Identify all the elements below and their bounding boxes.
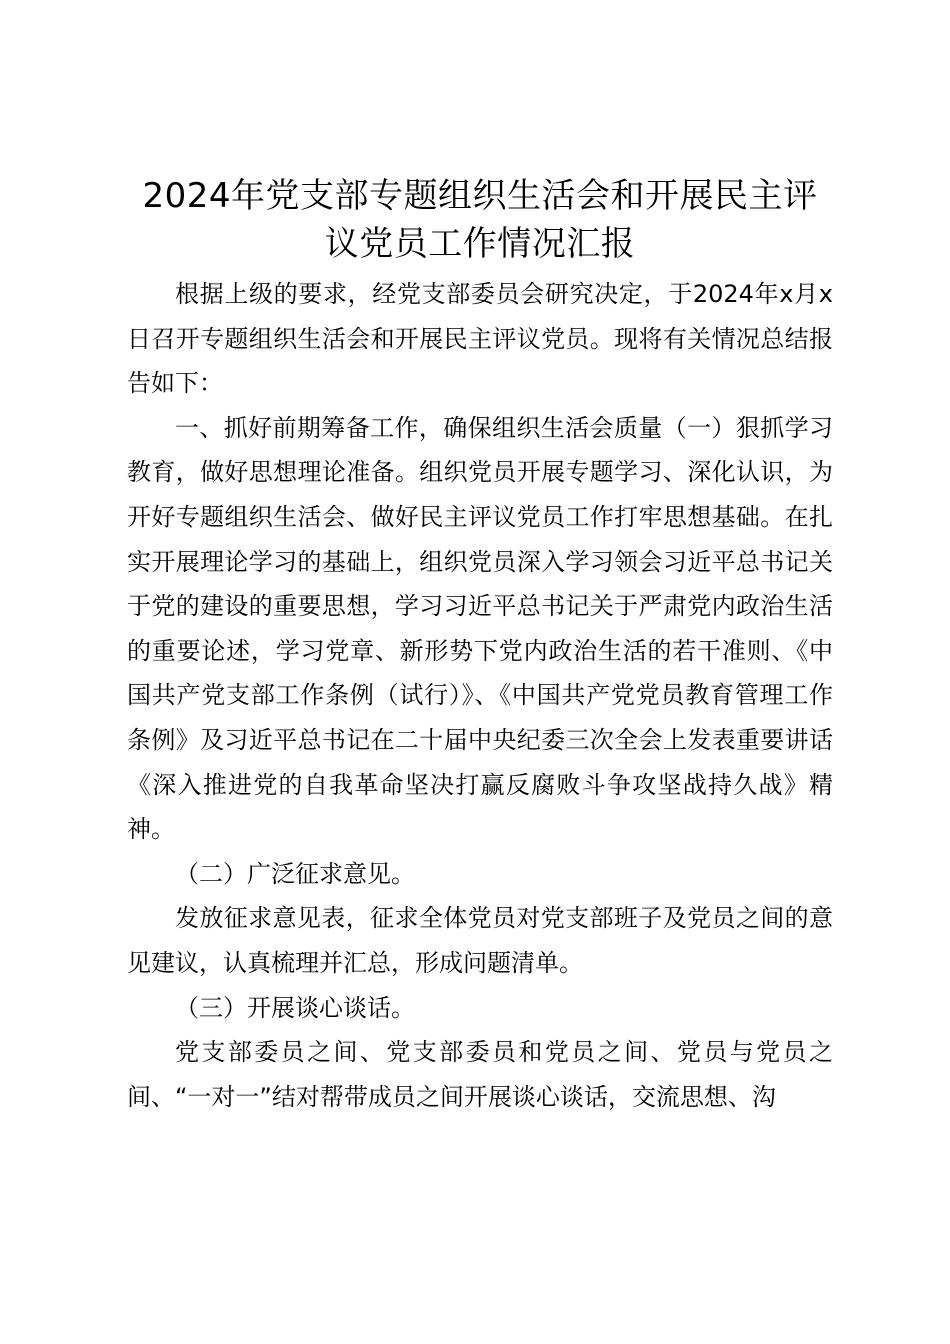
paragraph-section-three: 党支部委员之间、党支部委员和党员之间、党员与党员之间、“一对一”结对帮带成员之间开展谈心谈话，交流思想、沟 xyxy=(127,1038,833,1111)
paragraph-section-two: 发放征求意见表，征求全体党员对党支部班子及党员之间的意见建议，认真梳理并汇总，形成问题清单。 xyxy=(127,904,833,977)
paragraph-section-one: 一、抓好前期筹备工作，确保组织生活会质量（一）狠抓学习教育，做好思想理论准备。组织党员开展专题学习、深化认识，为开好专题组织生活会、做好民主评议党员工作打牢思想基础。在扎实开展理论学习的基础上，组织党员深入学习领会习近平总书记关于党的建设的重要思想，学习习近平总书记关于严肃党内政治生活的重要论述，学习党章、新形势下党内政治生活的若干准则、《中国共产党支部工作条例（试行）》、《中国共产党党员教育管理工作条例》及习近平总书记在二十届中央纪委三次全会上发表重要讲话《深入推进党的自我革命坚决打赢反腐败斗争攻坚战持久战》精神。 xyxy=(127,413,833,844)
document-content xyxy=(127,172,833,1119)
paragraph-heading-two: （二）广泛征求意见。 xyxy=(175,859,415,888)
paragraph-intro: 根据上级的要求，经党支部委员会研究决定，于2024年x月x日召开专题组织生活会和开展民主评议党员。现将有关情况总结报告如下： xyxy=(127,280,833,398)
paragraph-heading-three: （三）开展谈心谈话。 xyxy=(175,993,415,1022)
document-title: 2024年党支部专题组织生活会和开展民主评议党员工作情况汇报 xyxy=(142,176,818,264)
document-body xyxy=(127,272,833,1119)
